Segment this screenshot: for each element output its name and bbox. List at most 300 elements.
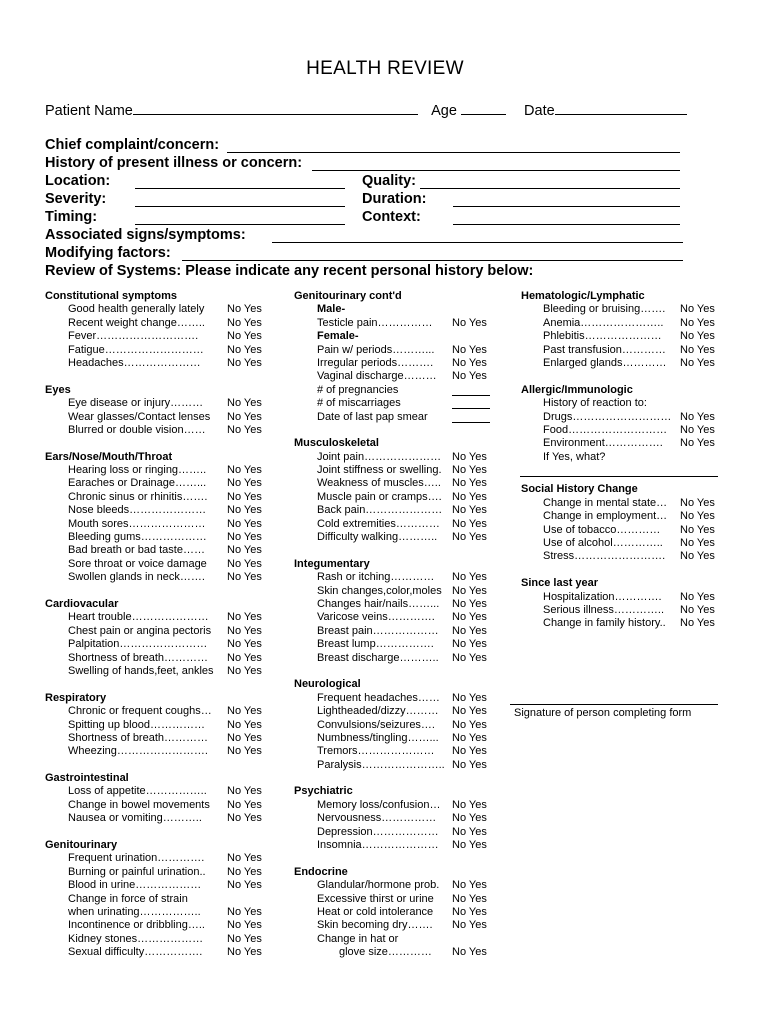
column-left <box>45 290 280 960</box>
endo-item-label: Change in hat or <box>317 932 399 945</box>
constitutional-no-yes-answer[interactable]: No Yes <box>227 330 262 343</box>
ent-item-label: Chronic sinus or rhinitis……. <box>68 490 208 503</box>
history-label: History of present illness or concern: <box>45 155 303 171</box>
neuro-no-yes-answer[interactable]: No Yes <box>452 758 487 771</box>
section-respiratory: Respiratory <box>45 691 107 704</box>
cardio-row <box>45 665 280 678</box>
neuro-row <box>294 732 509 745</box>
cardio-no-yes-answer[interactable]: No Yes <box>227 664 262 677</box>
eyes-no-yes-answer[interactable]: No Yes <box>227 397 262 410</box>
musculo-item-label: Back pain………………… <box>317 504 443 517</box>
constitutional-item-label: Good health generally lately <box>68 303 205 316</box>
timing-field[interactable] <box>135 224 345 225</box>
constitutional-item-label: Headaches………………… <box>68 356 201 369</box>
gu-item-label: Incontinence or dribbling….. <box>68 919 205 932</box>
female-item-label: Irregular periods………. <box>317 356 434 369</box>
cardio-no-yes-answer[interactable]: No Yes <box>227 611 262 624</box>
ent-no-yes-answer[interactable]: No Yes <box>227 464 262 477</box>
endo-item-label: glove size………… <box>339 946 432 959</box>
gi-item-label: Nausea or vomiting……….. <box>68 812 202 825</box>
signature-label: Signature of person completing form <box>514 707 692 719</box>
hema-item-label: Enlarged glands………… <box>543 356 667 369</box>
psych-row <box>294 826 509 839</box>
allergic-item-label: Food……………………… <box>543 423 668 436</box>
integ-no-yes-answer[interactable]: No Yes <box>452 597 487 610</box>
ent-item-label: Mouth sores………………… <box>68 517 206 530</box>
section-eyes: Eyes <box>45 383 71 396</box>
section-psychiatric: Psychiatric <box>294 785 353 798</box>
page-title: HEALTH REVIEW <box>306 58 464 79</box>
female-row <box>294 411 509 424</box>
gu-row <box>45 919 280 932</box>
gi-no-yes-answer[interactable]: No Yes <box>227 798 262 811</box>
hema-no-yes-answer[interactable]: No Yes <box>680 330 715 343</box>
musculo-item-label: Cold extremities………… <box>317 517 440 530</box>
neuro-no-yes-answer[interactable]: No Yes <box>452 731 487 744</box>
musculo-row <box>294 504 509 517</box>
endo-row <box>294 933 509 946</box>
female-answer-blank[interactable] <box>452 422 490 423</box>
gu-row <box>45 906 280 919</box>
female-row <box>294 357 509 370</box>
ent-row <box>45 558 280 571</box>
neuro-no-yes-answer[interactable]: No Yes <box>452 705 487 718</box>
section-ent: Ears/Nose/Mouth/Throat <box>45 450 173 463</box>
integ-row <box>294 638 509 651</box>
eyes-item-label: Wear glasses/Contact lenses <box>68 410 211 423</box>
context-label: Context: <box>362 209 421 225</box>
section-genitourinary: Genitourinary <box>45 839 118 852</box>
column-middle <box>294 290 509 960</box>
constitutional-no-yes-answer[interactable]: No Yes <box>227 356 262 369</box>
ent-item-label: Sore throat or voice damage <box>68 557 207 570</box>
neuro-row <box>294 705 509 718</box>
allergic-row <box>521 437 751 450</box>
musculo-item-label: Difficulty walking……….. <box>317 531 438 544</box>
age-field[interactable] <box>461 100 506 115</box>
allergic-what-field[interactable] <box>520 476 718 477</box>
gu-row <box>45 866 280 879</box>
endo-item-label: Glandular/hormone prob. <box>317 879 440 892</box>
gi-row <box>45 799 280 812</box>
social-row <box>521 537 751 550</box>
integ-item-label: Changes hair/nails……... <box>317 597 440 610</box>
integ-row <box>294 571 509 584</box>
neuro-row <box>294 719 509 732</box>
timing-label: Timing: <box>45 209 98 225</box>
severity-field[interactable] <box>135 206 345 207</box>
neuro-no-yes-answer[interactable]: No Yes <box>452 718 487 731</box>
integ-row <box>294 598 509 611</box>
resp-item-label: Chronic or frequent coughs… <box>68 705 212 718</box>
integ-item-label: Breast discharge……….. <box>317 651 439 664</box>
section-constitutional: Constitutional symptoms <box>45 290 178 302</box>
eyes-row <box>45 397 280 410</box>
hema-item-label: Phlebitis………………… <box>543 330 662 343</box>
gu-no-yes-answer[interactable]: No Yes <box>227 932 262 945</box>
psych-item-label: Memory loss/confusion… <box>317 798 441 811</box>
resp-no-yes-answer[interactable]: No Yes <box>227 705 262 718</box>
allergic-row <box>521 424 751 437</box>
musculo-no-yes-answer[interactable]: No Yes <box>452 504 487 517</box>
gu-item-label: Kidney stones……………… <box>68 932 204 945</box>
endo-no-yes-answer[interactable]: No Yes <box>452 919 487 932</box>
eyes-no-yes-answer[interactable]: No Yes <box>227 410 262 423</box>
psych-no-yes-answer[interactable]: No Yes <box>452 812 487 825</box>
location-label: Location: <box>45 173 111 189</box>
psych-item-label: Insomnia………………… <box>317 839 439 852</box>
associated-field[interactable] <box>272 242 683 243</box>
resp-row <box>45 732 280 745</box>
social-row <box>521 524 751 537</box>
cardio-item-label: Chest pain or angina pectoris <box>68 624 212 637</box>
cardio-no-yes-answer[interactable]: No Yes <box>227 624 262 637</box>
gi-row <box>45 785 280 798</box>
section-allergic: Allergic/Immunologic <box>521 383 633 396</box>
musculo-no-yes-answer[interactable]: No Yes <box>452 531 487 544</box>
resp-item-label: Spitting up blood…………… <box>68 718 205 731</box>
social-no-yes-answer[interactable]: No Yes <box>680 537 715 550</box>
ent-no-yes-answer[interactable]: No Yes <box>227 544 262 557</box>
psych-item-label: Nervousness…………… <box>317 812 437 825</box>
gu-item-label: Sexual difficulty……………. <box>68 946 203 959</box>
psych-no-yes-answer[interactable]: No Yes <box>452 839 487 852</box>
since-item-label: Change in family history.. <box>543 617 666 630</box>
hema-no-yes-answer[interactable]: No Yes <box>680 316 715 329</box>
hema-no-yes-answer[interactable]: No Yes <box>680 356 715 369</box>
integ-item-label: Skin changes,color,moles <box>317 584 442 597</box>
signature-line[interactable] <box>510 704 718 705</box>
duration-field[interactable] <box>453 206 680 207</box>
psych-no-yes-answer[interactable]: No Yes <box>452 825 487 838</box>
endo-no-yes-answer[interactable]: No Yes <box>452 905 487 918</box>
social-no-yes-answer[interactable]: No Yes <box>680 523 715 536</box>
musculo-row <box>294 491 509 504</box>
hema-row <box>521 357 751 370</box>
allergic-no-yes-answer[interactable]: No Yes <box>680 423 715 436</box>
allergic-no-yes-answer[interactable]: No Yes <box>680 410 715 423</box>
female-no-yes-answer[interactable]: No Yes <box>452 370 487 383</box>
ent-item-label: Bad breath or bad taste…… <box>68 544 205 557</box>
social-no-yes-answer[interactable]: No Yes <box>680 510 715 523</box>
female-no-yes-answer[interactable]: No Yes <box>452 356 487 369</box>
ent-row <box>45 491 280 504</box>
gu-no-yes-answer[interactable]: No Yes <box>227 946 262 959</box>
eyes-row <box>45 411 280 424</box>
history-field[interactable] <box>312 170 680 171</box>
integ-no-yes-answer[interactable]: No Yes <box>452 638 487 651</box>
neuro-item-label: Tremors………………… <box>317 745 435 758</box>
gi-item-label: Loss of appetite…………….. <box>68 785 207 798</box>
column-right <box>521 290 751 631</box>
resp-no-yes-answer[interactable]: No Yes <box>227 745 262 758</box>
hema-no-yes-answer[interactable]: No Yes <box>680 343 715 356</box>
cardio-item-label: Heart trouble………………… <box>68 611 209 624</box>
since-row <box>521 591 751 604</box>
endo-row <box>294 919 509 932</box>
social-no-yes-answer[interactable]: No Yes <box>680 550 715 563</box>
endo-row <box>294 946 509 959</box>
ent-item-label: Earaches or Drainage……... <box>68 477 207 490</box>
since-row <box>521 617 751 630</box>
gu-no-yes-answer[interactable]: No Yes <box>227 879 262 892</box>
since-no-yes-answer[interactable]: No Yes <box>680 603 715 616</box>
gu-item-label: when urinating…………….. <box>68 905 201 918</box>
gu-no-yes-answer[interactable]: No Yes <box>227 905 262 918</box>
ent-row <box>45 544 280 557</box>
endo-no-yes-answer[interactable]: No Yes <box>452 946 487 959</box>
gi-item-label: Change in bowel movements <box>68 798 210 811</box>
since-no-yes-answer[interactable]: No Yes <box>680 590 715 603</box>
ent-no-yes-answer[interactable]: No Yes <box>227 490 262 503</box>
musculo-row <box>294 477 509 490</box>
social-item-label: Use of alcohol………….. <box>543 537 663 550</box>
neuro-row <box>294 745 509 758</box>
gu-item-label: Change in force of strain <box>68 892 188 905</box>
psych-item-label: Depression……………… <box>317 825 439 838</box>
integ-no-yes-answer[interactable]: No Yes <box>452 611 487 624</box>
ent-no-yes-answer[interactable]: No Yes <box>227 517 262 530</box>
allergic-no-yes-answer[interactable]: No Yes <box>680 437 715 450</box>
neuro-no-yes-answer[interactable]: No Yes <box>452 691 487 704</box>
gi-no-yes-answer[interactable]: No Yes <box>227 812 262 825</box>
neuro-item-label: Convulsions/seizures…. <box>317 718 435 731</box>
modifying-label: Modifying factors: <box>45 245 171 261</box>
gu-no-yes-answer[interactable]: No Yes <box>227 919 262 932</box>
constitutional-row <box>45 330 280 343</box>
social-row <box>521 510 751 523</box>
ent-row <box>45 477 280 490</box>
hema-item-label: Past transfusion………… <box>543 343 666 356</box>
chief-complaint-field[interactable] <box>227 152 680 153</box>
constitutional-no-yes-answer[interactable]: No Yes <box>227 316 262 329</box>
endo-row <box>294 906 509 919</box>
integ-row <box>294 611 509 624</box>
ent-row <box>45 571 280 584</box>
gu-item-label: Burning or painful urination.. <box>68 865 206 878</box>
severity-label: Severity: <box>45 191 107 207</box>
social-item-label: Use of tobacco………… <box>543 523 661 536</box>
allergic-what-label: If Yes, what? <box>543 450 606 463</box>
constitutional-no-yes-answer[interactable]: No Yes <box>227 343 262 356</box>
gi-no-yes-answer[interactable]: No Yes <box>227 785 262 798</box>
integ-no-yes-answer[interactable]: No Yes <box>452 584 487 597</box>
female-row <box>294 344 509 357</box>
social-item-label: Change in employment… <box>543 510 668 523</box>
section-genitourinary-cont: Genitourinary cont'd <box>294 290 402 302</box>
musculo-item-label: Muscle pain or cramps…. <box>317 490 442 503</box>
hema-item-label: Anemia………………….. <box>543 316 664 329</box>
female-item-label: # of pregnancies <box>317 383 399 396</box>
endo-row <box>294 879 509 892</box>
constitutional-item-label: Fever………………………. <box>68 330 199 343</box>
hema-no-yes-answer[interactable]: No Yes <box>680 303 715 316</box>
musculo-no-yes-answer[interactable]: No Yes <box>452 490 487 503</box>
since-item-label: Serious illness………….. <box>543 603 665 616</box>
section-since-last-year: Since last year <box>521 577 599 590</box>
female-row <box>294 384 509 397</box>
resp-row <box>45 745 280 758</box>
musculo-no-yes-answer[interactable]: No Yes <box>452 477 487 490</box>
social-no-yes-answer[interactable]: No Yes <box>680 496 715 509</box>
social-row <box>521 550 751 563</box>
resp-row <box>45 705 280 718</box>
gu-row <box>45 946 280 959</box>
endo-no-yes-answer[interactable]: No Yes <box>452 879 487 892</box>
gu-no-yes-answer[interactable]: No Yes <box>227 865 262 878</box>
chief-complaint-label: Chief complaint/concern: <box>45 137 220 153</box>
hema-item-label: Bleeding or bruising……. <box>543 303 666 316</box>
section-cardiovascular: Cardiovacular <box>45 597 119 610</box>
since-no-yes-answer[interactable]: No Yes <box>680 617 715 630</box>
constitutional-row <box>45 357 280 370</box>
constitutional-no-yes-answer[interactable]: No Yes <box>227 303 262 316</box>
integ-item-label: Breast pain……………… <box>317 624 439 637</box>
constitutional-item-label: Fatigue……………………… <box>68 343 204 356</box>
section-social-history: Social History Change <box>521 483 638 496</box>
gu-no-yes-answer[interactable]: No Yes <box>227 852 262 865</box>
cardio-no-yes-answer[interactable]: No Yes <box>227 651 262 664</box>
female-answer-blank[interactable] <box>452 408 490 409</box>
constitutional-row <box>45 344 280 357</box>
integ-no-yes-answer[interactable]: No Yes <box>452 624 487 637</box>
gi-row <box>45 812 280 825</box>
ent-no-yes-answer[interactable]: No Yes <box>227 504 262 517</box>
endo-row <box>294 893 509 906</box>
section-neurological: Neurological <box>294 678 361 691</box>
female-item-label: Date of last pap smear <box>317 410 428 423</box>
ent-item-label: Hearing loss or ringing…….. <box>68 464 207 477</box>
female-row <box>294 370 509 383</box>
ent-no-yes-answer[interactable]: No Yes <box>227 557 262 570</box>
neuro-row <box>294 692 509 705</box>
musculo-no-yes-answer[interactable]: No Yes <box>452 464 487 477</box>
review-of-systems-label: Review of Systems: Please indicate any recent personal history below: <box>45 263 534 279</box>
constitutional-item-label: Recent weight change…….. <box>68 316 205 329</box>
date-label: Date <box>524 103 555 119</box>
neuro-item-label: Frequent headaches…… <box>317 691 440 704</box>
male-row <box>294 317 509 330</box>
section-hematologic: Hematologic/Lymphatic <box>521 290 645 302</box>
resp-row <box>45 719 280 732</box>
allergic-what-row <box>521 451 751 464</box>
cardio-item-label: Palpitation…………………… <box>68 638 208 651</box>
section-integumentary: Integumentary <box>294 557 370 570</box>
age-label: Age <box>431 103 457 119</box>
resp-item-label: Shortness of breath………… <box>68 731 209 744</box>
musculo-item-label: Weakness of muscles….. <box>317 477 441 490</box>
section-endocrine: Endocrine <box>294 865 348 878</box>
context-field[interactable] <box>453 224 680 225</box>
modifying-field[interactable] <box>182 260 683 261</box>
resp-no-yes-answer[interactable]: No Yes <box>227 731 262 744</box>
hema-row <box>521 317 751 330</box>
female-answer-blank[interactable] <box>452 395 490 396</box>
integ-no-yes-answer[interactable]: No Yes <box>452 651 487 664</box>
allergic-history-label: History of reaction to: <box>543 397 647 410</box>
since-row <box>521 604 751 617</box>
gu-row <box>45 852 280 865</box>
neuro-no-yes-answer[interactable]: No Yes <box>452 745 487 758</box>
female-item-label: Vaginal discharge……… <box>317 370 437 383</box>
cardio-row <box>45 625 280 638</box>
gu-row <box>45 893 280 906</box>
social-item-label: Change in mental state… <box>543 496 668 509</box>
eyes-item-label: Eye disease or injury……… <box>68 397 204 410</box>
ent-no-yes-answer[interactable]: No Yes <box>227 571 262 584</box>
musculo-no-yes-answer[interactable]: No Yes <box>452 450 487 463</box>
endo-item-label: Skin becoming dry……. <box>317 919 433 932</box>
musculo-row <box>294 451 509 464</box>
integ-no-yes-answer[interactable]: No Yes <box>452 571 487 584</box>
quality-field[interactable] <box>420 188 680 189</box>
allergic-item-label: Environment……………. <box>543 437 663 450</box>
female-item-label: # of miscarriages <box>317 397 401 410</box>
male-no-yes-answer[interactable]: No Yes <box>452 316 487 329</box>
integ-row <box>294 625 509 638</box>
psych-no-yes-answer[interactable]: No Yes <box>452 798 487 811</box>
since-item-label: Hospitalization…………. <box>543 590 662 603</box>
musculo-item-label: Joint pain………………… <box>317 450 442 463</box>
psych-row <box>294 812 509 825</box>
location-field[interactable] <box>135 188 345 189</box>
cardio-no-yes-answer[interactable]: No Yes <box>227 638 262 651</box>
section-musculoskeletal: Musculoskeletal <box>294 437 379 450</box>
hema-row <box>521 303 751 316</box>
date-field[interactable] <box>555 100 687 115</box>
endo-item-label: Heat or cold intolerance <box>317 905 434 918</box>
ent-row <box>45 464 280 477</box>
constitutional-row <box>45 317 280 330</box>
allergic-item-label: Drugs……………………… <box>543 410 672 423</box>
resp-item-label: Wheezing……………………. <box>68 745 208 758</box>
ent-row <box>45 518 280 531</box>
integ-item-label: Breast lump……………. <box>317 638 434 651</box>
cardio-item-label: Shortness of breath………… <box>68 651 209 664</box>
allergic-history-row <box>521 397 751 410</box>
ent-item-label: Swollen glands in neck……. <box>68 571 205 584</box>
musculo-row <box>294 531 509 544</box>
neuro-item-label: Lightheaded/dizzy……… <box>317 705 439 718</box>
female-item-label: Pain w/ periods………... <box>317 343 435 356</box>
ent-item-label: Bleeding gums……………… <box>68 531 207 544</box>
female-no-yes-answer[interactable]: No Yes <box>452 343 487 356</box>
ent-no-yes-answer[interactable]: No Yes <box>227 531 262 544</box>
quality-label: Quality: <box>362 173 416 189</box>
eyes-row <box>45 424 280 437</box>
social-row <box>521 497 751 510</box>
neuro-item-label: Paralysis………………….. <box>317 758 445 771</box>
gu-row <box>45 879 280 892</box>
cardio-row <box>45 638 280 651</box>
hema-row <box>521 330 751 343</box>
musculo-no-yes-answer[interactable]: No Yes <box>452 517 487 530</box>
eyes-item-label: Blurred or double vision…… <box>68 423 206 436</box>
duration-label: Duration: <box>362 191 427 207</box>
resp-no-yes-answer[interactable]: No Yes <box>227 718 262 731</box>
cardio-row <box>45 611 280 624</box>
patient-info-line <box>45 100 687 119</box>
endo-no-yes-answer[interactable]: No Yes <box>452 892 487 905</box>
associated-label: Associated signs/symptoms: <box>45 227 246 243</box>
eyes-no-yes-answer[interactable]: No Yes <box>227 423 262 436</box>
musculo-item-label: Joint stiffness or swelling. <box>317 464 442 477</box>
psych-row <box>294 799 509 812</box>
endo-item-label: Excessive thirst or urine <box>317 892 434 905</box>
gu-row <box>45 933 280 946</box>
patient-name-field[interactable] <box>133 100 418 115</box>
ent-no-yes-answer[interactable]: No Yes <box>227 477 262 490</box>
